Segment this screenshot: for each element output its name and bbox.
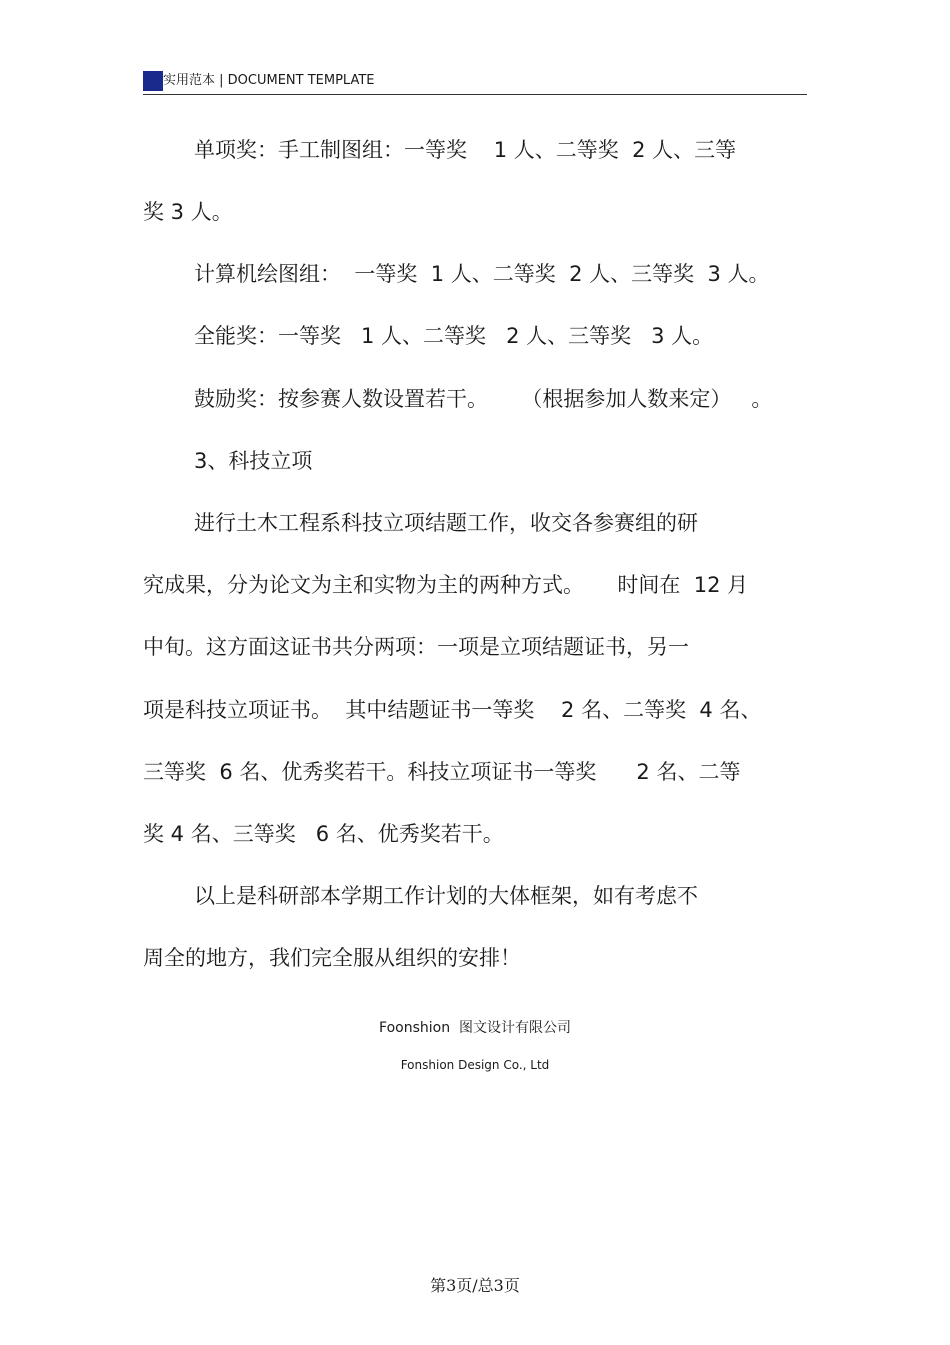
body-line: 进行土木工程系科技立项结题工作，收交各参赛组的研 (194, 511, 698, 535)
body-line: 周全的地方，我们完全服从组织的安排！ (143, 946, 521, 970)
company-name-chinese: Foonshion 图文设计有限公司 (379, 1020, 571, 1036)
body-line: 中旬。这方面这证书共分两项：一项是立项结题证书，另一 (143, 635, 689, 659)
body-line: 三等奖 6 名、优秀奖若干。科技立项证书一等奖 2 名、二等 (143, 760, 741, 784)
body-line: 计算机绘图组： 一等奖 1 人、二等奖 2 人、三等奖 3 人。 (194, 262, 770, 286)
body-line: 全能奖：一等奖 1 人、二等奖 2 人、三等奖 3 人。 (194, 324, 714, 348)
page-number: 第3页/总3页 (430, 1276, 520, 1295)
logo-block (143, 71, 163, 91)
page-header (143, 70, 807, 95)
body-line: 鼓励奖：按参赛人数设置若干。 （根据参加人数来定） 。 (194, 387, 773, 411)
header-title: 实用范本 | DOCUMENT TEMPLATE (163, 73, 375, 88)
body-line: 奖 4 名、三等奖 6 名、优秀奖若干。 (143, 822, 504, 846)
company-name-english: Fonshion Design Co., Ltd (400, 1058, 550, 1072)
section-heading: 3、科技立项 (194, 449, 313, 473)
body-line: 奖 3 人。 (143, 200, 233, 224)
body-line: 单项奖：手工制图组：一等奖 1 人、二等奖 2 人、三等 (194, 138, 737, 162)
body-line: 项是科技立项证书。 其中结题证书一等奖 2 名、二等奖 4 名、 (143, 698, 762, 722)
body-line: 究成果，分为论文为主和实物为主的两种方式。 时间在 12 月 (143, 573, 749, 597)
body-line: 以上是科研部本学期工作计划的大体框架，如有考虑不 (194, 884, 698, 908)
